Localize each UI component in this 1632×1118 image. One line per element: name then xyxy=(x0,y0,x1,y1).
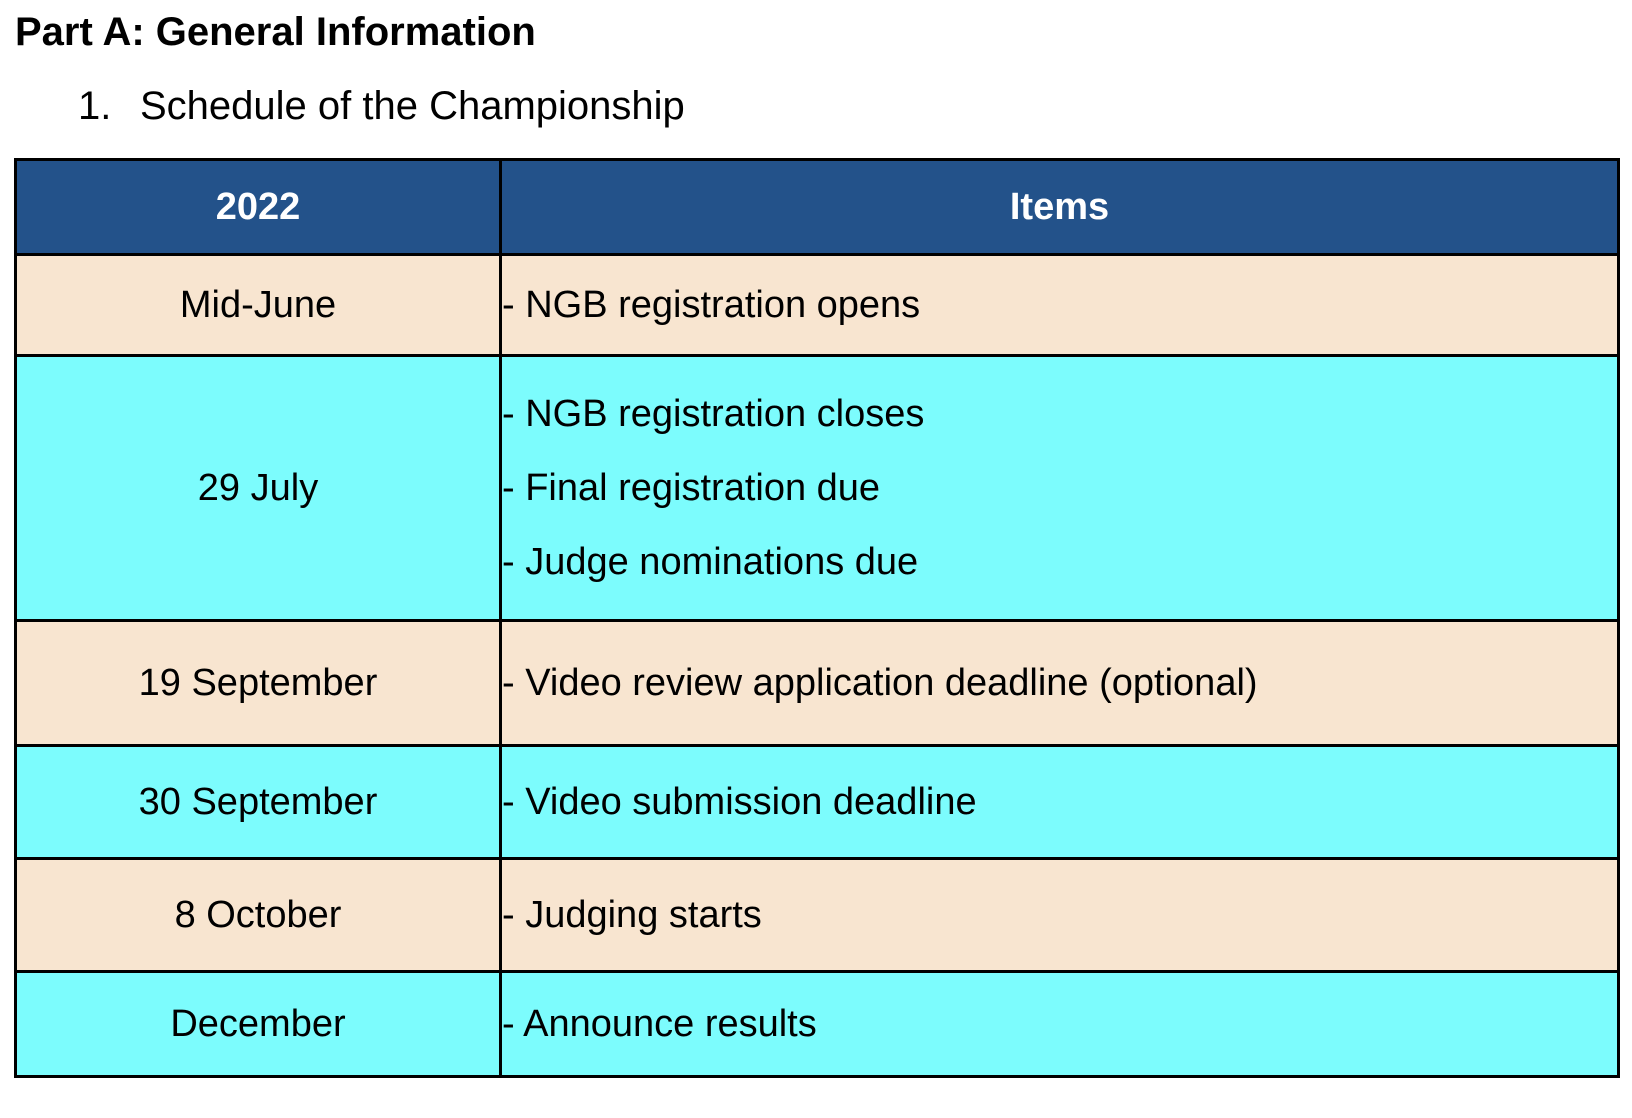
schedule-item: - Announce results xyxy=(502,1003,817,1045)
schedule-table xyxy=(14,158,1620,1078)
part-title: Part A: General Information xyxy=(15,10,536,54)
table-row xyxy=(16,746,1619,859)
row-items xyxy=(501,859,1619,972)
section-number: 1. xyxy=(78,84,112,128)
row-items xyxy=(501,972,1619,1077)
table-row xyxy=(16,621,1619,746)
section-title: Schedule of the Championship xyxy=(140,84,685,128)
schedule-item: - Video review application deadline (optional) xyxy=(502,662,1258,704)
table-row xyxy=(16,859,1619,972)
schedule-item: - Video submission deadline xyxy=(502,781,977,823)
section-heading xyxy=(78,82,685,130)
table-row xyxy=(16,972,1619,1077)
row-date: 19 September xyxy=(16,621,501,746)
row-date: 8 October xyxy=(16,859,501,972)
table-header-row xyxy=(16,160,1619,255)
schedule-item: - NGB registration opens xyxy=(502,284,921,326)
schedule-item: - Judging starts xyxy=(502,894,762,936)
table-row xyxy=(16,356,1619,621)
row-items xyxy=(501,746,1619,859)
row-items xyxy=(501,621,1619,746)
schedule-item: - Final registration due xyxy=(502,467,881,509)
schedule-item: - Judge nominations due xyxy=(502,541,919,583)
row-items xyxy=(501,356,1619,621)
row-date: December xyxy=(16,972,501,1077)
header-year: 2022 xyxy=(16,160,501,255)
row-date: 29 July xyxy=(16,356,501,621)
schedule-item: - NGB registration closes xyxy=(502,393,925,435)
table-row xyxy=(16,255,1619,356)
header-items: Items xyxy=(501,160,1619,255)
row-date: 30 September xyxy=(16,746,501,859)
row-date: Mid-June xyxy=(16,255,501,356)
row-items xyxy=(501,255,1619,356)
